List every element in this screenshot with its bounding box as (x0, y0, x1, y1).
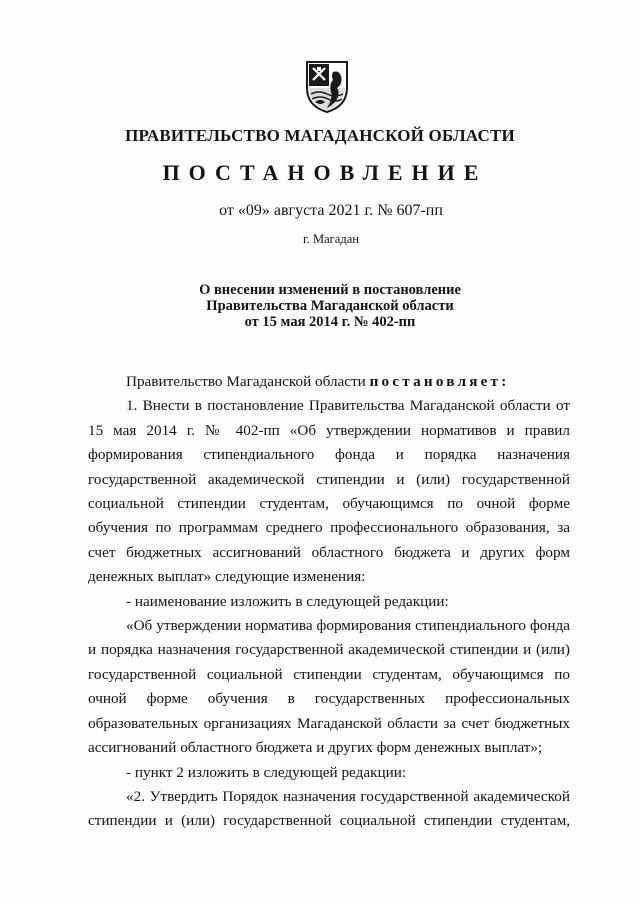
intro-spaced-verb: постановляет: (369, 373, 510, 390)
intro-paragraph (88, 370, 570, 394)
document-body (88, 370, 570, 834)
item-1-b-text-paragraph: «2. Утвердить Порядок назначения государственной академической стипендии и (или) государственной социальной стипендии студентам, (88, 787, 570, 830)
intro-prefix: Правительство Магаданской области (126, 373, 366, 390)
subject-line-2: Правительства Магаданской области (206, 298, 454, 314)
government-title: ПРАВИТЕЛЬСТВО МАГАДАНСКОЙ ОБЛАСТИ (125, 126, 515, 145)
subject-line-3: от 15 мая 2014 г. № 402-пп (244, 314, 416, 330)
document-type: ПОСТАНОВЛЕНИЕ (162, 160, 488, 185)
item-1-b-paragraph: - пункт 2 изложить в следующей редакции: (126, 763, 407, 781)
coat-of-arms-emblem (303, 58, 351, 114)
item-1-paragraph: 1. Внести в постановление Правительства Магаданской области от 15 мая 2014 г. № 402-пп «Об утверждении нормативов и правил формирования стипендиального фонда и порядка назначения государственной академической стипендии и (или) государственной социальной стипендии студентам, обучающимся по очной форме обучения по программам среднего профессионального образования, за счет бюджетных ассигнований областного бюджета и других форм денежных выплат» следующие изменения: (88, 397, 570, 586)
item-1-a-paragraph: - наименование изложить в следующей редакции: (126, 592, 449, 610)
subject-line-1: О внесении изменений в постановление (199, 282, 461, 298)
item-1-a-text-paragraph: «Об утверждении норматива формирования стипендиального фонда и порядка назначения государственной академической стипендии и (или) государственной социальной стипендии студентам, обучающимся по очной форме обучения в государственных профессиональных образовательных организациях Магаданской области за счет бюджетных ассигнований областного бюджета и других форм денежных выплат»; (88, 617, 570, 757)
document-date-number: от «09» августа 2021 г. № 607-пп (219, 202, 443, 219)
document-subject (0, 282, 640, 330)
document-place: г. Магадан (303, 232, 359, 246)
